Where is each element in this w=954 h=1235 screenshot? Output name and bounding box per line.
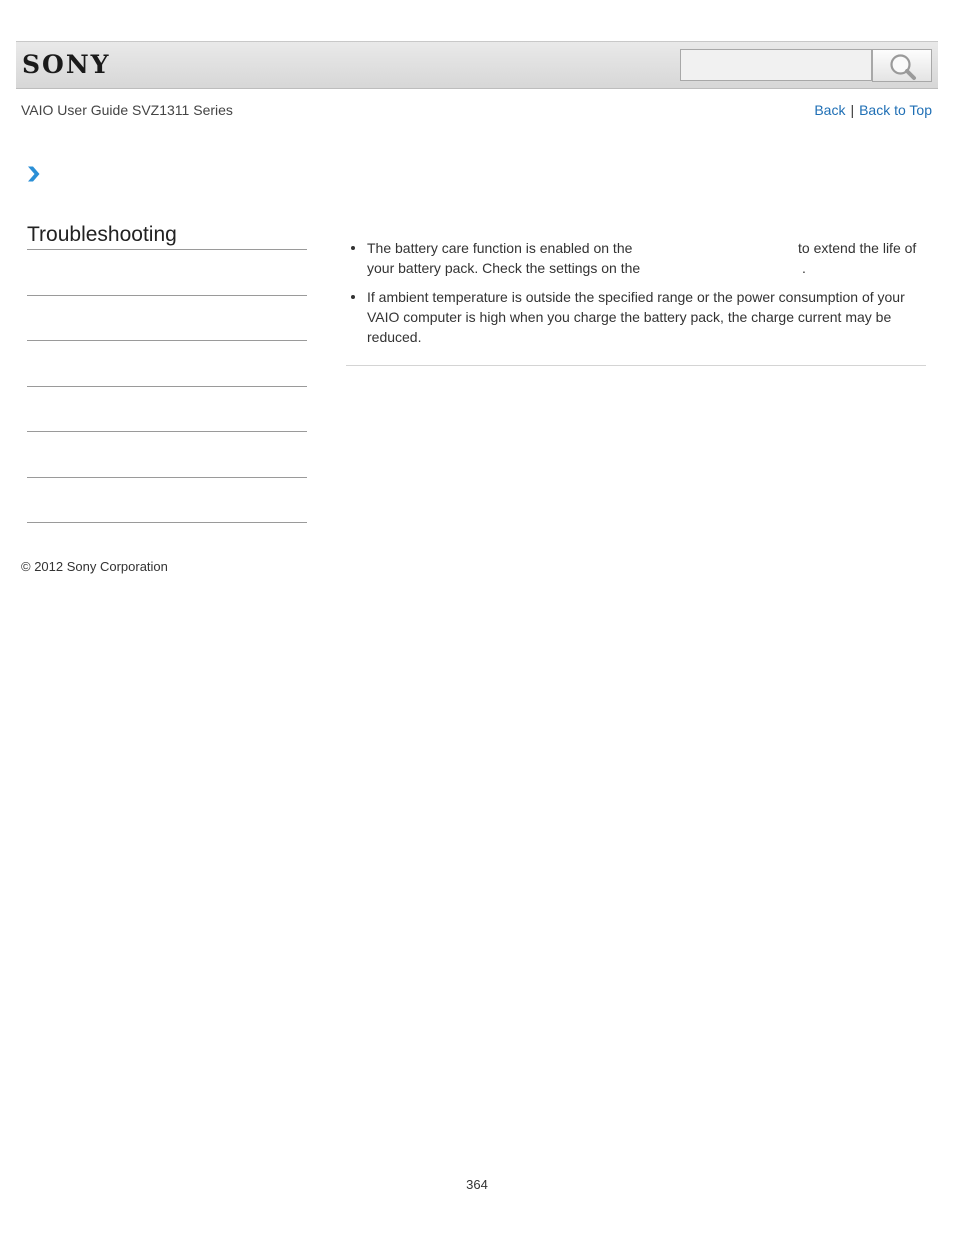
- header-bar: [16, 41, 938, 89]
- guide-title: VAIO User Guide SVZ1311 Series: [21, 102, 233, 118]
- item1-line1-end: to extend the life of: [798, 240, 917, 256]
- list-item: [346, 287, 926, 347]
- item1-line2-end: .: [802, 260, 806, 276]
- back-link[interactable]: Back: [814, 102, 846, 118]
- sidebar-divider: [27, 340, 307, 341]
- content-divider: [346, 365, 926, 366]
- chevron-right-icon[interactable]: [26, 165, 42, 183]
- item1-line2-start: your battery pack. Check the settings on the: [367, 260, 641, 276]
- content-list: [346, 238, 926, 347]
- sidebar-divider: [27, 386, 307, 387]
- nav-separator: |: [850, 102, 855, 118]
- back-to-top-link[interactable]: Back to Top: [859, 102, 932, 118]
- copyright: © 2012 Sony Corporation: [21, 559, 168, 574]
- magnifier-icon: [889, 53, 917, 81]
- item2-text: If ambient temperature is outside the specified range or the power consumption of your VAIO computer is high when you charge the battery pack, the charge current may be reduced.: [367, 289, 905, 345]
- sidebar-divider: [27, 249, 307, 250]
- sidebar-divider: [27, 477, 307, 478]
- sidebar-divider: [27, 522, 307, 523]
- sony-logo[interactable]: SONY: [22, 50, 111, 79]
- sidebar-divider: [27, 431, 307, 432]
- sidebar-title[interactable]: Troubleshooting: [27, 223, 177, 246]
- page-number: 364: [466, 1177, 488, 1192]
- top-nav: [814, 102, 932, 118]
- list-item: [346, 238, 926, 278]
- search-input[interactable]: [680, 49, 872, 81]
- item1-line1-start: The battery care function is enabled on the: [367, 240, 633, 256]
- sidebar-divider: [27, 295, 307, 296]
- search-button[interactable]: [872, 49, 932, 82]
